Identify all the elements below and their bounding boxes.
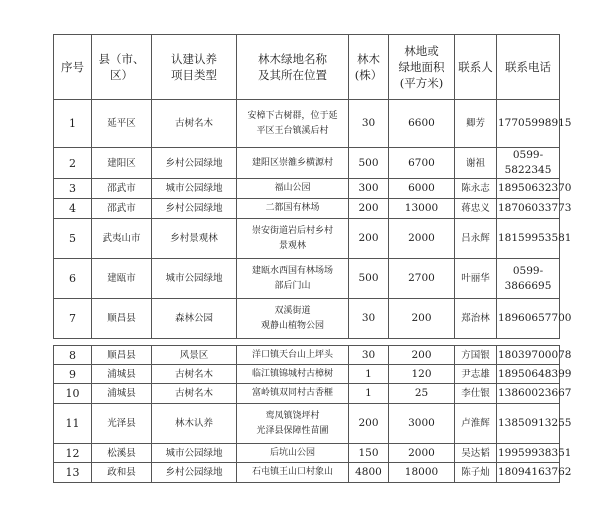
cell-type: 古树名木: [152, 100, 237, 148]
cell-county: 浦城县: [92, 365, 152, 384]
cell-area: 120: [389, 365, 455, 384]
header-area-line: 绿地面积: [398, 60, 445, 74]
cell-county: 建阳区: [92, 148, 152, 179]
cell-contact: 蒋忠义: [455, 199, 497, 219]
cell-phone: 18960657700: [497, 299, 560, 339]
table-row: [54, 179, 560, 199]
cell-location-line: 部后门山: [274, 280, 311, 291]
cell-area: 2000: [389, 444, 455, 463]
cell-area: 25: [389, 384, 455, 404]
cell-trees: 1: [349, 365, 389, 384]
cell-location: [237, 219, 349, 259]
header-area-line: (平方米): [399, 76, 444, 90]
cell-phone: 18950632370: [497, 179, 560, 199]
cell-location-line: 安樟下古树群，位于延: [247, 110, 338, 121]
cell-seq: 6: [54, 259, 92, 299]
cell-location-line: 观静山植物公园: [260, 320, 324, 331]
table-row: [54, 219, 560, 259]
cell-phone: 18950648399: [497, 365, 560, 384]
cell-contact: 卿芳: [455, 100, 497, 148]
cell-trees: 30: [349, 100, 389, 148]
cell-phone: 13850913255: [497, 404, 560, 444]
cell-seq: 2: [54, 148, 92, 179]
cell-location: 建阳区崇雒乡横源村: [237, 148, 349, 179]
table-row: [54, 444, 560, 463]
cell-location-line: 崇安街道岩后村乡村: [251, 225, 333, 236]
cell-trees: 30: [349, 346, 389, 365]
table-row: [54, 148, 560, 179]
cell-type: 古树名木: [152, 384, 237, 404]
cell-phone: 13860023667: [497, 384, 560, 404]
cell-county: 浦城县: [92, 384, 152, 404]
cell-contact: 尹志雄: [455, 365, 497, 384]
header-location-line: 林木绿地名称: [258, 52, 327, 66]
gap-cell: [54, 339, 560, 346]
header-row: [54, 35, 560, 100]
header-area-line: 林地或: [404, 44, 439, 58]
cell-type: 城市公园绿地: [152, 444, 237, 463]
cell-county: 武夷山市: [92, 219, 152, 259]
table-row: [54, 346, 560, 365]
table-row: [54, 365, 560, 384]
cell-type: 森林公园: [152, 299, 237, 339]
cell-contact: 卢淮辉: [455, 404, 497, 444]
header-location-line: 及其所在位置: [258, 68, 327, 82]
cell-county: 延平区: [92, 100, 152, 148]
cell-trees: 300: [349, 179, 389, 199]
cell-contact: 陈子灿: [455, 463, 497, 483]
cell-location: [237, 404, 349, 444]
afforestation-table: [53, 34, 572, 483]
cell-county: 顺昌县: [92, 346, 152, 365]
cell-type: 乡村公园绿地: [152, 148, 237, 179]
header-trees-line: (株）: [354, 68, 383, 82]
cell-contact: 吴达韬: [455, 444, 497, 463]
cell-phone: 19959938351: [497, 444, 560, 463]
cell-location-line: 双溪街道: [274, 305, 311, 316]
cell-location: [237, 259, 349, 299]
cell-area: 200: [389, 299, 455, 339]
cell-seq: 9: [54, 365, 92, 384]
table-row: [54, 384, 560, 404]
cell-county: 建瓯市: [92, 259, 152, 299]
cell-area: 200: [389, 346, 455, 365]
cell-location: [237, 100, 349, 148]
cell-location-line: 平区王台镇溪后村: [256, 125, 329, 136]
cell-trees: 30: [349, 299, 389, 339]
header-location: [237, 35, 349, 100]
cell-phone: 18039700078: [497, 346, 560, 365]
table-row: [54, 100, 560, 148]
cell-seq: 8: [54, 346, 92, 365]
cell-phone: 0599-3866695: [497, 259, 560, 299]
cell-seq: 5: [54, 219, 92, 259]
header-type-line: 认建认养: [171, 52, 217, 66]
cell-area: 2000: [389, 219, 455, 259]
cell-location-line: 景观林: [278, 240, 306, 251]
cell-trees: 150: [349, 444, 389, 463]
cell-type: 乡村公园绿地: [152, 199, 237, 219]
cell-phone: 18706033773: [497, 199, 560, 219]
header-type: [152, 35, 237, 100]
cell-area: 6600: [389, 100, 455, 148]
cell-seq: 13: [54, 463, 92, 483]
cell-contact: 郑治林: [455, 299, 497, 339]
cell-type: 乡村公园绿地: [152, 463, 237, 483]
cell-county: 邵武市: [92, 179, 152, 199]
cell-area: 18000: [389, 463, 455, 483]
cell-county: 光泽县: [92, 404, 152, 444]
header-seq: 序号: [54, 35, 92, 100]
cell-seq: 7: [54, 299, 92, 339]
header-phone: 联系电话: [497, 35, 560, 100]
header-county-line: 县（市、: [98, 52, 145, 66]
header-county: [92, 35, 152, 100]
table-row: [54, 299, 560, 339]
header-trees: [349, 35, 389, 100]
cell-county: 顺昌县: [92, 299, 152, 339]
cell-location: 福山公园: [237, 179, 349, 199]
cell-trees: 200: [349, 404, 389, 444]
cell-phone: 0599-5822345: [497, 148, 560, 179]
cell-seq: 12: [54, 444, 92, 463]
cell-contact: 谢祖: [455, 148, 497, 179]
cell-seq: 3: [54, 179, 92, 199]
cell-county: 松溪县: [92, 444, 152, 463]
cell-area: 6000: [389, 179, 455, 199]
header-type-line: 项目类型: [171, 68, 217, 82]
cell-trees: 4800: [349, 463, 389, 483]
header-contact: 联系人: [455, 35, 497, 100]
cell-seq: 1: [54, 100, 92, 148]
table-row: [54, 199, 560, 219]
header-area: [389, 35, 455, 100]
cell-location: 临江镇锦城村古樟树: [237, 365, 349, 384]
cell-location-line: 鸾凤镇饶坪村: [265, 410, 320, 421]
cell-location: 富岭镇双同村古香榧: [237, 384, 349, 404]
cell-contact: 陈永志: [455, 179, 497, 199]
cell-trees: 200: [349, 219, 389, 259]
cell-phone: 18094163762: [497, 463, 560, 483]
cell-trees: 1: [349, 384, 389, 404]
cell-location-line: 光泽县保障性苗圃: [256, 425, 329, 436]
cell-county: 邵武市: [92, 199, 152, 219]
cell-type: 林木认养: [152, 404, 237, 444]
cell-trees: 500: [349, 148, 389, 179]
cell-location: [237, 299, 349, 339]
table-row: [54, 259, 560, 299]
cell-phone: 18159953581: [497, 219, 560, 259]
cell-type: 城市公园绿地: [152, 179, 237, 199]
cell-contact: 方国银: [455, 346, 497, 365]
cell-location: 石屯镇王山口村象山: [237, 463, 349, 483]
cell-trees: 500: [349, 259, 389, 299]
cell-area: 3000: [389, 404, 455, 444]
table-row: [54, 463, 560, 483]
header-county-line: 区）: [110, 68, 133, 82]
cell-seq: 11: [54, 404, 92, 444]
cell-seq: 10: [54, 384, 92, 404]
cell-type: 古树名木: [152, 365, 237, 384]
cell-location: 二都国有林场: [237, 199, 349, 219]
cell-location: 洋口镇天台山上坪头: [237, 346, 349, 365]
page-break-gap: [54, 339, 560, 346]
cell-location: 后坑山公园: [237, 444, 349, 463]
cell-contact: 李仕银: [455, 384, 497, 404]
table-row: [54, 404, 560, 444]
cell-county: 政和县: [92, 463, 152, 483]
cell-contact: 吕永辉: [455, 219, 497, 259]
header-trees-line: 林木: [357, 52, 380, 66]
cell-type: 城市公园绿地: [152, 259, 237, 299]
cell-area: 13000: [389, 199, 455, 219]
cell-phone: 17705998915: [497, 100, 560, 148]
cell-type: 风景区: [152, 346, 237, 365]
cell-contact: 叶丽华: [455, 259, 497, 299]
cell-area: 6700: [389, 148, 455, 179]
cell-trees: 200: [349, 199, 389, 219]
cell-seq: 4: [54, 199, 92, 219]
cell-area: 2700: [389, 259, 455, 299]
cell-type: 乡村景观林: [152, 219, 237, 259]
cell-location-line: 建瓯水西国有林场场: [251, 265, 333, 276]
